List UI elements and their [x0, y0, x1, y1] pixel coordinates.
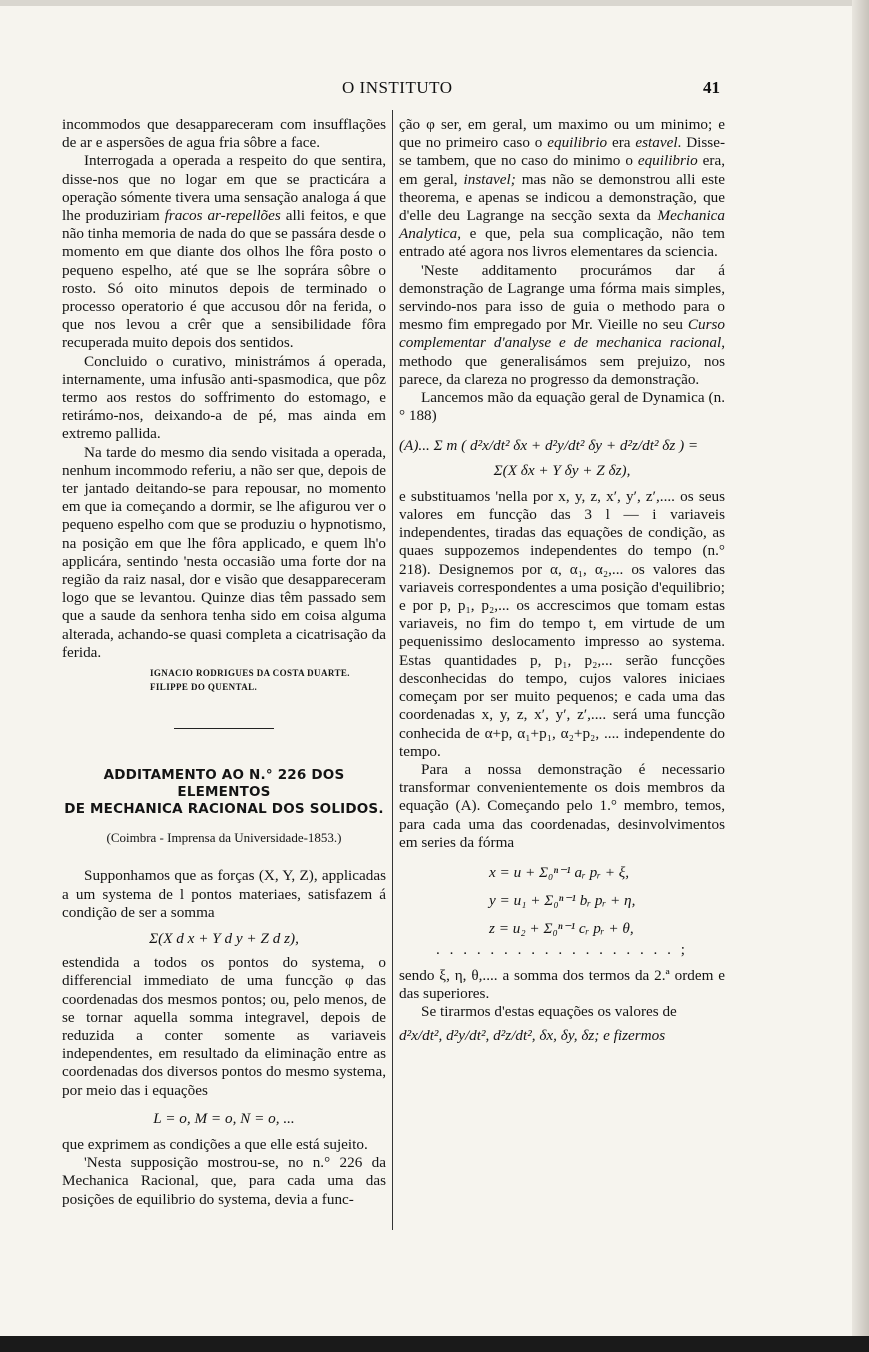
paragraph: 'Nesta supposição mostrou-se, no n.° 226 da Mechanica Racional, que, para cada uma das posições de equilibrio do systema, devia a func-: [62, 1154, 386, 1208]
section-title-line-1: ADDITAMENTO AO N.° 226 DOS ELEMENTOS: [103, 767, 345, 801]
right-column: [399, 116, 725, 1046]
running-header: [0, 76, 852, 100]
equation-A-line-1: Σ m ( d²x/dt² δx + d²y/dt² δy + d²z/dt² δz ) =: [433, 437, 699, 455]
paragraph: Para a nossa demonstração é necessario transformar convenientemente os dois membros da equação (A). Começando pelo 1.° membro, temos, para cada uma das coordenadas, desinvolvimentos em series da fórma: [399, 760, 725, 851]
series-y: y = u₁ + Σ₀ⁿ⁻¹ bᵣ pᵣ + η,: [489, 892, 636, 910]
equation-A-label: (A)...: [399, 437, 430, 455]
paragraph: Se tirarmos d'estas equações os valores de: [421, 1003, 677, 1021]
series-z: z = u₂ + Σ₀ⁿ⁻¹ cᵣ pᵣ + θ,: [489, 920, 634, 938]
formula-sum: Σ(X d x + Y d y + Z d z),: [149, 929, 299, 947]
paragraph: incommodos que desappareceram com insufflações de ar e aspersões de agua fria sôbre a face.: [62, 116, 386, 152]
scan-border: [0, 1336, 869, 1352]
paragraph: ção φ ser, em geral, um maximo ou um minimo; e que no primeiro caso o equilibrio era estavel. Disse-se tambem, que no caso do minimo o equilibrio era, em geral, instavel; mas não se demonstrou alli este theorema, e apenas se indicou a demonstração, que d'elle deu Lagrange na secção sexta da Mechanica Analytica, e que, pela sua complicação, não tem entrado até agora nos livros elementares da sciencia.: [399, 116, 725, 261]
equation-A: [399, 437, 725, 455]
paragraph: estendida a todos os pontos do systema, o differencial immediato de uma funcção φ das coordenadas dos mesmos pontos; ou, pelo menos, de se tornar aquella somma integravel, depois de reduzida a conter somente as variaveis independentes, em resultado da eliminação entre as coordenadas dos diversos pontos do mesmo systema, por meio das i equações: [62, 954, 386, 1099]
continuation-dots: . . . . . . . . . . . . . . . . . . ;: [436, 940, 688, 958]
equation-A-line-2: Σ(X δx + Y δy + Z δz),: [493, 461, 631, 479]
section-separator: [174, 728, 274, 729]
publication-note: (Coimbra - Imprensa da Universidade-1853.): [106, 830, 342, 846]
page-edge-shadow: [852, 0, 869, 1352]
journal-title: O INSTITUTO: [342, 78, 453, 97]
paragraph: e substituamos 'nella por x, y, z, x′, y′, z′,.... os seus valores em funcção das 3 l — i variaveis independentes, tiradas das equações de condição, as quaes suppozemos independentes do tempo (n.° 218). Designemos por α, α₁, α₂,... os valores das variaveis correspondentes a uma posição d'equilibrio; e por p, p₁, p₂,... os accrescimos que tomam estas variaveis, no fim do tempo t, em virtude de um pequenissimo deslocamento impresso ao systema. Estas quantidades p, p₁, p₂,... serão funcções desconhecidas do tempo, cujos valores iniciaes começam por ser muito pequenos; e cada uma das coordenadas x, y, z, x′, y′, z′,.... será uma funcção conhecida de α+p, α₁+p₁, α₂+p₂, .... independente do tempo.: [399, 487, 725, 760]
paragraph: Concluido o curativo, ministrámos á operada, internamente, uma infusão anti-spasmodica, que pôz termo aos restos do soffrimento do estomago, e retirámo-nos, deixando-a de pé, mas ainda em extremo pallida.: [62, 352, 386, 443]
series-x: x = u + Σ₀ⁿ⁻¹ aᵣ pᵣ + ξ,: [489, 863, 630, 881]
paragraph: sendo ξ, η, θ,.... a somma dos termos da 2.ª ordem e das superiores.: [399, 966, 725, 1002]
derivatives-line: d²x/dt², d²y/dt², d²z/dt², δx, δy, δz; e fizermos: [399, 1027, 666, 1045]
paragraph: Na tarde do mesmo dia sendo visitada a operada, nenhum incommodo referiu, a não ser que, depois de ter jantado deitando-se para repousar, no momento em que ia começando a dormir, se lhe afigurou ver o pequeno espelho com que se produziu o hypnotismo, na posição em que lhe fôra applicado, e quem lh'o applicára, sentindo 'nesta occasião uma forte dor na região da raiz nasal, dor e visão que desappareceram logo que se levantou. Quinze dias têm passado sem que a saude da senhora tenha sido em coisa alguma alterada, achando-se quasi completa a cicatrisação da ferida.: [62, 443, 386, 661]
paragraph: Interrogada a operada a respeito do que sentira, disse-nos que no logar em que se practicára a operação sómente tivera uma sensação analoga á que lhe produziriam fracos ar-repellões alli feitos, e que não tinha memoria de nada do que se passára desde o momento em que diante dos olhos lhe fôra posto o pequeno espelho, até que se lhe soprára sôbre o rosto. Só oito minutos depois de terminado o processo operatorio é que accusou dôr na ferida, o que nos levou a crêr que a sensibilidade fôra recuperada muito depois dos sentidos.: [62, 152, 387, 352]
left-column: [62, 116, 386, 1209]
paragraph: que exprimem as condições a que elle está sujeito.: [62, 1135, 368, 1153]
signature-1: IGNACIO RODRIGUES DA COSTA DUARTE.: [150, 668, 350, 679]
paragraph: Lancemos mão da equação geral de Dynamica (n.° 188): [399, 389, 725, 425]
journal-page: [0, 6, 853, 1336]
section-title-line-2: DE MECHANICA RACIONAL DOS SOLIDOS.: [64, 801, 384, 818]
column-divider: [392, 110, 393, 1230]
formula-conditions: L = o, M = o, N = o, ...: [153, 1109, 295, 1127]
paragraph: Supponhamos que as forças (X, Y, Z), applicadas a um systema de l pontos materiaes, satisfazem á condição de ser a somma: [62, 867, 386, 921]
signature-2: FILIPPE DO QUENTAL.: [150, 682, 258, 693]
page-number: 41: [703, 78, 720, 97]
paragraph: 'Neste additamento procurámos dar á demonstração de Lagrange uma fórma mais simples, servindo-nos para isso de guia o methodo para o mesmo fim empregado por Mr. Vieille no seu Curso complementar d'analyse e de mechanica racional, methodo que generalisámos sem prejuizo, nos parece, da clareza no progresso da demonstração.: [399, 261, 725, 388]
